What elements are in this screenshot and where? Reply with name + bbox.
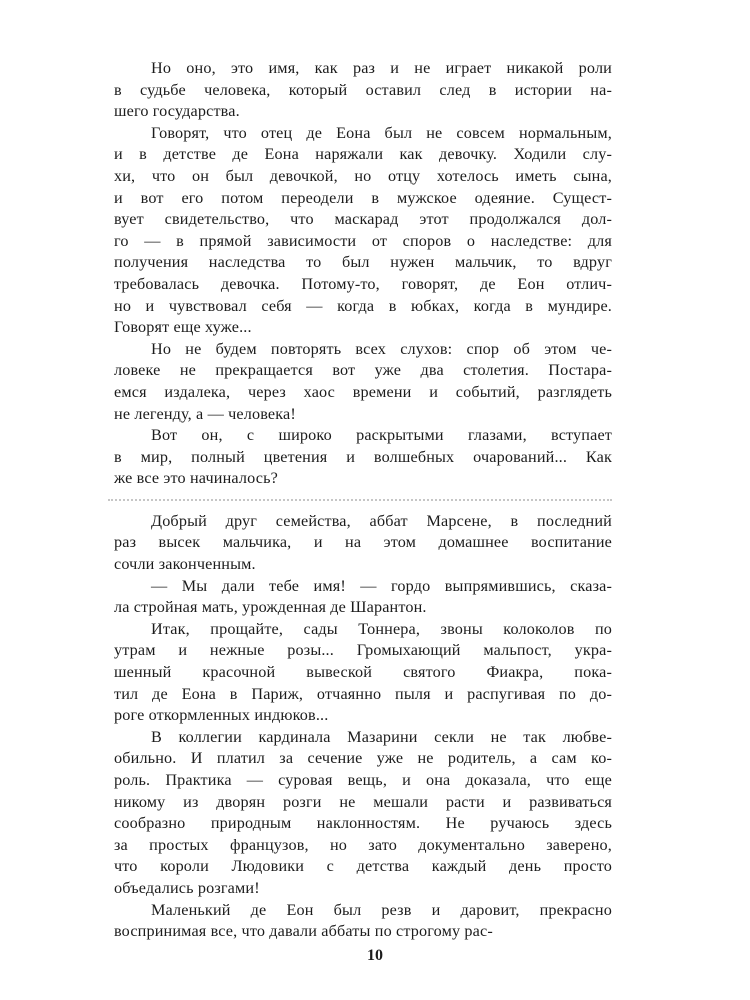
text-line: требовалась девочка. Потому-то, говорят, де Еон отлич- <box>114 274 612 293</box>
text-line: емся издалека, через хаос времени и событий, разглядеть <box>114 382 612 401</box>
text-line: никому из дворян розги не мешали расти и развиваться <box>114 792 612 811</box>
text-line: хи, что он был девочкой, но отцу хотелось иметь сына, <box>114 166 612 185</box>
text-line: но и чувствовал себя — когда в юбках, когда в мундире. <box>114 296 612 315</box>
page-number: 10 <box>367 947 383 964</box>
text-line: шенный красочной вывеской святого Фиакра, пока- <box>114 663 612 682</box>
text-line: Вот он, с широко раскрытыми глазами, вступает <box>151 426 612 445</box>
paragraph <box>114 576 612 619</box>
paragraph <box>114 58 612 123</box>
text-line: в мир, полный цветения и волшебных очарований... Как <box>114 447 612 466</box>
text-line: Но оно, это имя, как раз и не играет никакой роли <box>151 59 612 77</box>
text-line: Говорят еще хуже... <box>114 318 252 337</box>
text-line: воспринимая все, что давали аббаты по строгому рас- <box>114 922 493 941</box>
text-line: не легенду, а — человека! <box>114 404 296 423</box>
text-line: ла стройная мать, урожденная де Шарантон. <box>114 598 427 617</box>
text-line: получения наследства то был нужен мальчик, то вдруг <box>114 253 612 272</box>
text-line: что короли Людовики с детства каждый день просто <box>114 857 612 876</box>
text-line: роге откормленных индюков... <box>114 706 329 725</box>
paragraph <box>114 511 612 576</box>
text-line: и вот его потом переодели в мужское одеяние. Сущест- <box>114 188 612 207</box>
text-line: сообразно природным наклонностям. Не ручаюсь здесь <box>114 814 612 833</box>
text-line: же все это начиналось? <box>114 469 278 488</box>
section-separator-dotted-line <box>108 499 612 501</box>
text-section <box>114 58 612 490</box>
text-line: сочли законченным. <box>114 555 256 574</box>
text-line: — Мы дали тебе имя! — гордо выпрямившись, сказа- <box>151 576 612 595</box>
text-line: Но не будем повторять всех слухов: спор об этом че- <box>151 339 612 358</box>
text-line: раз высек мальчика, и на этом домашнее воспитание <box>114 533 612 552</box>
text-line: вует свидетельство, что маскарад этот продолжался дол- <box>114 210 612 229</box>
text-line: роль. Практика — суровая вещь, и она доказала, что еще <box>114 771 612 789</box>
text-line: утрам и нежные розы... Громыхающий мальпост, укра- <box>114 641 612 660</box>
text-section <box>114 511 612 943</box>
text-line: шего государства. <box>114 102 240 121</box>
paragraph <box>114 425 612 490</box>
text-line: Добрый друг семейства, аббат Марсене, в последний <box>151 511 612 530</box>
text-block <box>114 58 612 943</box>
text-line: в судьбе человека, который оставил след в истории на- <box>114 80 612 99</box>
text-line: объедались розгами! <box>114 878 260 897</box>
text-line: и в детстве де Еона наряжали как девочку. Ходили слу- <box>114 145 612 164</box>
text-line: за простых французов, но зато документально заверено, <box>114 835 612 854</box>
paragraph <box>114 339 612 425</box>
text-line: ловеке не прекращается вот уже два столетия. Постара- <box>114 361 612 380</box>
text-line: Итак, прощайте, сады Тоннера, звоны колоколов по <box>151 619 612 638</box>
text-line: обильно. И платил за сечение уже не родитель, а сам ко- <box>114 749 612 768</box>
paragraph <box>114 619 612 727</box>
text-line: Говорят, что отец де Еона был не совсем нормальным, <box>151 123 612 142</box>
text-line: го — в прямой зависимости от споров о наследстве: для <box>114 231 612 250</box>
paragraph <box>114 900 612 943</box>
text-line: В коллегии кардинала Мазарини секли не так любве- <box>151 727 612 746</box>
text-line: Маленький де Еон был резв и даровит, прекрасно <box>151 900 612 919</box>
text-line: тил де Еона в Париж, отчаянно пыля и распугивая по до- <box>114 684 612 703</box>
paragraph <box>114 123 612 339</box>
paragraph <box>114 727 612 900</box>
